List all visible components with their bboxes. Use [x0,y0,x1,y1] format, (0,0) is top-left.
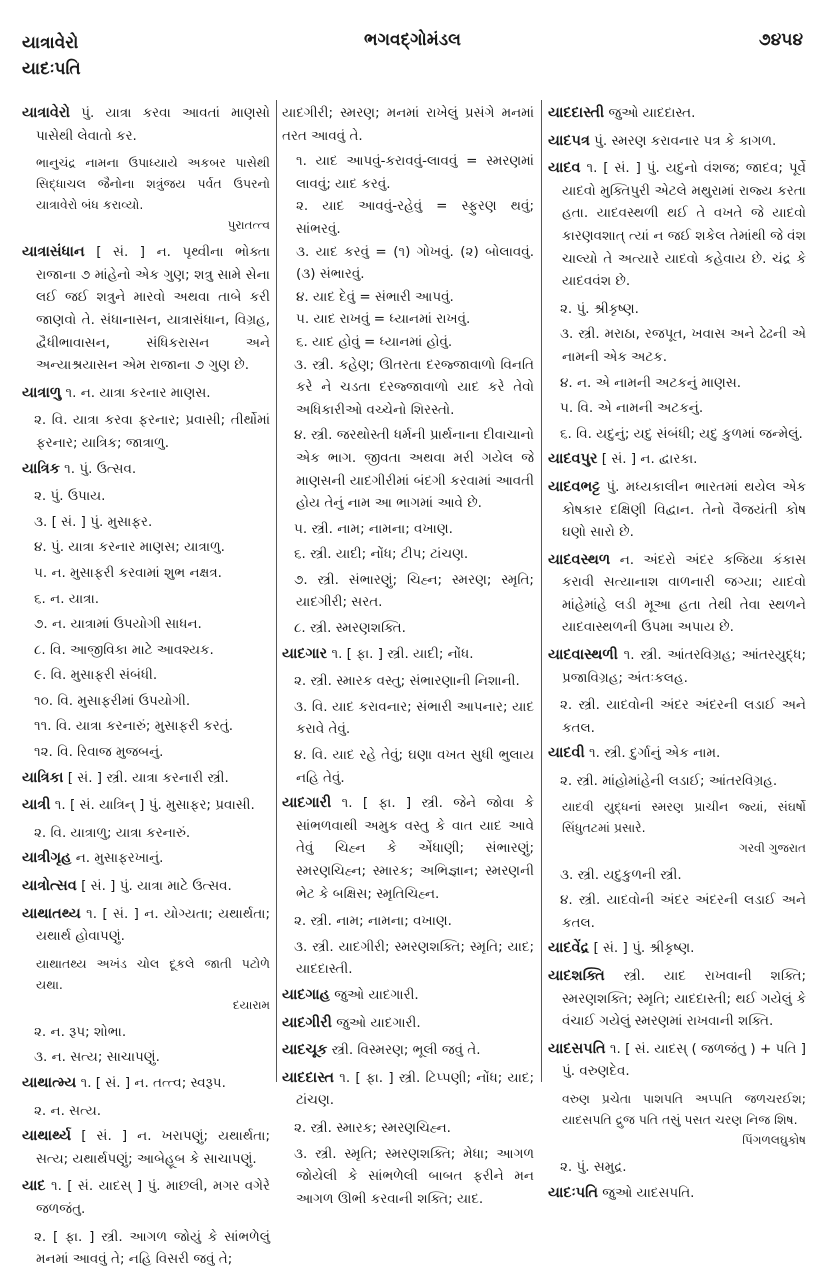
sense-line [548,323,806,368]
definition-text: ૩. વિ. યાદ કરાવનાર; સંભારી આપનાર; યાદ કરાવે તેવું. [294,698,534,738]
definition-text: ૧. [ ફા. ] સ્ત્રી. યાદી; નોંધ. [331,645,474,662]
sense-line [22,741,270,764]
dictionary-entry [548,937,806,960]
sense-line [548,1156,806,1179]
definition-text: ન. મુસાફરખાનું. [75,850,164,867]
definition-text: ૩. ન. સત્ય; સાચાપણું. [34,1049,160,1066]
definition-text: ૨. સ્ત્રી. યાદવોની અંદર અંદરની લડાઈ અને કતલ. [560,697,806,736]
definition-text: ૨. પું. સમુદ્ર. [560,1158,627,1175]
sense-line [282,696,534,741]
sense-line [282,670,534,693]
definition-text: યાદગીરી; સ્મરણ; મનમાં રાખેલું પ્રસંગે મનમાં તરત આવવું તે. [282,105,534,144]
definition-text: [ સં. ] ન. દ્વારકા. [601,451,698,468]
headword: યાદગાહ [282,986,330,1003]
definition-text: યાથાતથ્ય અખંડ ચોલ દૂકલે જાતી પટોળે યથા. [36,955,270,992]
dictionary-entry [282,643,534,666]
definition-text: પું. યાત્રા કરવા આવતાં માણસો પાસેથી લેવાતો કર. [36,105,270,144]
dictionary-entry [282,1012,534,1035]
dictionary-entry [548,102,806,125]
definition-text: ૧. [ સં. યાદસ્ ] પું. માછલી, મગર વગેરે જળજંતુ. [36,1178,270,1217]
headword: યાદપત્ર [548,132,590,149]
sense-line [548,298,806,321]
dictionary-entry [22,875,270,898]
headword: યાદચૂક [282,1042,328,1059]
definition-text: ૬. વિ. યદુનું; યદુ સંબંધી; યદુ કુળમાં જન્મેલું. [560,425,803,442]
definition-text: ૧૦. વિ. મુસાફરીમાં ઉપયોગી. [34,692,191,709]
dictionary-entry [22,458,270,481]
sense-line [282,195,534,240]
dictionary-entry [548,448,806,471]
sense-line [22,511,270,534]
headword: યાદસપતિ [548,1040,606,1057]
definition-text: ૮. સ્ત્રી. સ્મરણશક્તિ. [294,620,406,637]
headword: યાદગાર [282,645,328,662]
dictionary-entry [282,984,534,1007]
definition-text: ૧૨. વિ. રિવાજ મુજબનું. [34,744,164,761]
headword: યાદવી [548,745,585,762]
citation-source: પુરાતત્ત્વ [227,218,270,233]
sense-line [282,102,534,147]
definition-text: ૧. [ સં. યાદસ્ ( જળજંતુ ) + પતિ ] પું. વરુણદેવ. [562,1040,806,1080]
sense-line [22,715,270,738]
dictionary-entry [22,241,270,377]
sense-line [548,423,806,446]
definition-text: ૩. યાદ કરવું = (૧) ગોખવું. (૨) બોલાવવું. (૩) સંભારવું. [296,243,534,283]
dictionary-entry [548,157,806,293]
headword: યાદવેંદ્ર [548,940,590,957]
definition-text: ૧. [ સં. યાત્રિન્ ] પું. મુસાફર; પ્રવાસી. [54,797,255,814]
sense-line [22,1226,270,1271]
sense-line [282,1143,534,1211]
sense-line [282,150,534,195]
dictionary-entry [548,644,806,689]
column-divider [276,100,277,1082]
definition-text: [ સં. ] પું. શ્રીકૃષ્ણ. [593,940,695,957]
first-guide-word: યાત્રાવેરો [22,33,79,53]
definition-text: ભાનુચંદ્ર નામના ઉપાધ્યાયે અકબર પાસેથી સિદ્ધાચલ જૈનોના શત્રુંજય પર્વત ઉપરનો યાત્રાવેરો બંધ કરાવ્યો. [36,155,270,213]
last-guide-word: યાદઃપતિ [22,59,81,79]
headword: યાદવપુર [548,451,598,468]
dictionary-entry [548,1038,806,1083]
definition-text: [ સં. ] ન. ખરાપણું; યથાર્થતા; સત્ય; યથાર્થપણું; આબેહૂબ કે સાચાપણું. [36,1128,270,1167]
headword: યાત્રિક [22,460,60,477]
definition-text: [ સં. ] પું. યાત્રા માટે ઉત્સવ. [81,878,232,895]
definition-text: ૫. ન. મુસાફરી કરવામાં શુભ નક્ષત્ર. [34,564,222,581]
sense-line [282,744,534,789]
sense-line [548,694,806,739]
definition-text: ૪. સ્ત્રી. જરથોસ્તી ધર્મની પ્રાર્થનાના દીવાચાનો એક ભાગ. જીવતા અથવા મરી ગયેલ જે માણસની યાદગીરીમાં બંદગી કરવામાં આવતી હોય તેનું નામ આ ભાગમાં આવે છે. [294,427,534,512]
dictionary-entry [22,847,270,870]
definition-text: ૨. વિ. યાત્રાળુ; યાત્રા કરનારું. [34,824,191,841]
headword: યાત્રી [22,797,51,814]
column-2 [282,102,534,1213]
dictionary-entry [548,549,806,639]
definition-text: ૪. સ્ત્રી. યાદવોની અંદર અંદરની લડાઈ અને કતલ. [560,892,806,931]
citation-quote [548,1088,806,1151]
definition-text: ૧. [ ફા. ] સ્ત્રી. જેને જોવા કે સાંભળવાથી અમુક વસ્તુ કે વાત યાદ આવે તેવું ચિહ્ન કે એંધાણી; સંભારણું; સ્મરણચિહ્ન; સ્મારક; અભિજ્ઞાન; સ્મરણની ભેટ કે બક્ષિસ; સ્મૃતિચિહ્ન. [296,795,535,902]
definition-text: ૨. પું. ઉપાય. [34,488,106,505]
definition-text: યાદવી યુદ્ધનાં સ્મરણ પ્રાચીન જ્યાં, સંઘર્ષો સિંધુતટમાં પ્રસારે. [562,798,806,835]
definition-text: ન. અંદરો અંદર કજિયા કંકાસ કરાવી સત્યાનાશ વાળનારી જગ્યા; યાદવો માંહેમાંહે લડી મૂઆ હતા તેથી તેવા સ્થળને યાદવાસ્થળની ઉપમા અપાય છે. [562,551,807,636]
sense-line [282,331,534,354]
definition-text: ૧. સ્ત્રી. આંતરવિગ્રહ; આંતરયુદ્ધ; પ્રજાવિગ્રહ; અંતઃકલહ. [562,647,806,686]
headword: યાદવાસ્થળી [548,647,618,664]
column-3 [548,102,806,1209]
sense-line [548,770,806,793]
definition-text: ૪. વિ. યાદ રહે તેવું; ઘણા વખત સુધી ભુલાય નહિ તેવું. [294,747,534,786]
sense-line [22,588,270,611]
definition-text: ૩. સ્ત્રી. મરાઠા, રજપૂત, ખવાસ અને ઢેઢની એ નામની એક અટક. [560,326,806,365]
definition-text: ૨. ન. સત્ય. [34,1102,102,1119]
sense-line [282,424,534,514]
definition-text: ૭. ન. યાત્રામાં ઉપયોગી સાધન. [34,616,202,633]
definition-text: ૧. સ્ત્રી. દુર્ગાનું એક નામ. [589,745,721,762]
sense-line [22,822,270,845]
sense-line [22,664,270,687]
dictionary-entry [548,130,806,153]
dictionary-entry [548,1182,806,1205]
definition-text: સ્ત્રી. વિસ્મરણ; ભૂલી જવું તે. [331,1042,481,1059]
headword: યાત્રિકા [22,769,64,786]
column-1 [22,102,270,1274]
headword: યાત્રીગૃહ [22,850,72,867]
sense-line [282,936,534,981]
definition-text: ૧. [ ફા. ] સ્ત્રી. ટિપ્પણી; નોંધ; યાદ; ટાંચણ. [296,1069,534,1109]
definition-text: ૨. વિ. યાત્રા કરવા ફરનાર; પ્રવાસી; તીર્થોમાં ફરનાર; યાત્રિક; જાત્રાળુ. [34,412,270,451]
sense-line [22,1021,270,1044]
sense-line [282,354,534,422]
sense-line [282,617,534,640]
definition-text: ૫. વિ. એ નામની અટકનું. [560,400,704,417]
dictionary-entry [548,742,806,765]
dictionary-entry [22,1125,270,1170]
column-divider [541,100,542,1082]
definition-text: ૧. ન. યાત્રા કરનાર માણસ. [65,384,211,401]
definition-text: ૧. [ સં. ] ન. યોગ્યતા; યથાર્થતા; યથાર્થ હોવાપણું. [36,905,270,945]
headword: યાથાર્થ્ય [22,1128,72,1145]
definition-text: ૨. યાદ આવવું-રહેવું = સ્ફુરણ થવું; સાંભરવું. [296,198,534,237]
definition-text: ૬. યાદ હોવું = ધ્યાનમાં હોવું. [296,333,453,350]
sense-line [22,409,270,454]
definition-text: [ સં. ] ન. પૃથ્વીના ભોક્તા રાજાના ૭ માંહેનો એક ગુણ; શત્રુ સામે સેના લઈ જઈ શત્રુને મારવો અથવા તાબે કરી જાણવો તે. સંધાનાસન, યાત્રાસંધાન, વિગ્રહ, દ્વૈધીભાવાસન, સંધિકરાસન અને અન્યાશ્રયાસન એમ રાજાના ૭ ગુણ છે. [36,244,271,374]
definition-text: ૧૧. વિ. યાત્રા કરનારું; મુસાફરી કરતું. [34,718,234,735]
definition-text: જુઓ યાદગારી. [336,1014,421,1031]
sense-line [22,1100,270,1123]
headword: યાદશક્તિ [548,968,605,984]
sense-line [548,864,806,887]
sense-line [282,543,534,566]
definition-text: ૭. સ્ત્રી. સંભારણું; ચિહ્ન; સ્મરણ; સ્મૃતિ; યાદગીરી; સરત. [294,571,534,611]
definition-text: ૪. પું. યાત્રા કરનાર માણસ; યાત્રાળુ. [34,539,225,556]
definition-text: ૬. ન. યાત્રા. [34,590,100,607]
definition-text: ૪. ન. એ નામની અટકનું માણસ. [560,374,742,391]
definition-text: ૫. યાદ રાખવું = ધ્યાનમાં રાખવું. [296,311,471,328]
definition-text: ૧. [ સં. ] પું. યદુનો વંશજ; જાદવ; પૂર્વે યાદવો મુક્તિપુરી એટલે મથુરામાં રાજ્ય કરતા હતા. યાદવસ્થળી થઈ તે વખતે જે યાદવો કારણવશાત્ ત્યાં ન જઈ શકેલ તેમાંથી જે વંશ ચાલ્યો તે અત્યારે યાદવો કહેવાય છે. ચંદ્ર કે યાદવવંશ છે. [562,160,806,290]
definition-text: ૨. [ ફા. ] સ્ત્રી. આગળ જોયું કે સાંભળેલું મનમાં આવવું તે; નહિ વિસરી જવું તે; [34,1228,270,1268]
headword: યાદદાસ્ત [282,1069,334,1086]
headword: યાથાતથ્ય [22,905,81,922]
dictionary-entry [22,767,270,790]
definition-text: સ્ત્રી. યાદ રાખવાની શક્તિ; સ્મરણશક્તિ; સ્મૃતિ; યાદદાસ્તી; થઈ ગયેલું કે વંચાઈ ગયેલું સ્મરણમાં રાખવાની શક્તિ. [562,968,807,1030]
sense-line [282,910,534,933]
definition-text: ૩. [ સં. ] પું. મુસાફર. [34,513,153,530]
running-title: ભગવદ્ગોમંડલ [364,30,461,50]
headword: યાત્રાસંધાન [22,244,85,261]
dictionary-entry [22,1072,270,1095]
definition-text: ૨. સ્ત્રી. સ્મારક વસ્તુ; સંભારણાની નિશાની. [294,673,520,690]
definition-text: ૬. સ્ત્રી. યાદી; નોંધ; ટીપ; ટાંચણ. [294,546,469,563]
headword: યાથાત્મ્ય [22,1075,77,1091]
definition-text: ૯. વિ. મુસાફરી સંબંધી. [34,667,158,684]
sense-line [22,485,270,508]
headword: યાત્રોત્સવ [22,878,77,895]
headword: યાદગીરી [282,1014,332,1031]
dictionary-entry [22,903,270,948]
definition-text: ૮. વિ. આજીવિકા માટે આવશ્યક. [34,641,214,658]
headword: યાદ [22,1178,46,1195]
headword: યાત્રાળુ [22,384,62,401]
definition-text: ૩. સ્ત્રી. યદુકુળની સ્ત્રી. [560,866,682,883]
definition-text: જુઓ યાદસપતિ. [602,1184,695,1201]
sense-line [22,562,270,585]
sense-line [282,241,534,286]
headword: યાદવભટ્ટ [548,478,601,495]
sense-line [282,1117,534,1140]
dictionary-entry [282,1067,534,1112]
dictionary-entry [22,794,270,817]
dictionary-entry [22,382,270,405]
definition-text: ૧. યાદ આપવું-કરાવવું-લાવવું = સ્મરણમાં લાવવું; યાદ કરવું. [296,153,534,192]
sense-line [282,286,534,309]
definition-text: જુઓ યાદગારી. [334,986,419,1003]
citation-source: ગરવી ગુજરાત [739,840,806,855]
dictionary-entry [548,965,806,1033]
headword: યાદવ [548,160,581,177]
citation-quote [22,152,270,236]
dictionary-entry [282,792,534,905]
definition-text: ૪. યાદ દેવું = સંભારી આપવું. [296,288,454,305]
definition-text: ૩. સ્ત્રી. સ્મૃતિ; સ્મરણશક્તિ; મેધા; આગળ જોયેલી કે સાંભળેલી બાબત ફરીને મન આગળ ઊભી કરવાની શક્તિ; યાદ. [294,1145,534,1207]
sense-line [22,536,270,559]
headword: યાત્રાવેરો [22,105,71,121]
dictionary-entry [548,476,806,544]
definition-text: પું. મધ્યકાલીન ભારતમાં થયેલ એક કોષકાર દક્ષિણી વિદ્વાન. તેનો વૈજયંતી કોષ ઘણો સારો છે. [562,478,806,541]
citation-source: દયારામ [232,997,270,1012]
headword: યાદવસ્થળ [548,551,611,568]
citation-quote [548,796,806,859]
headword: યાદઃપતિ [548,1184,598,1201]
definition-text: ૩. સ્ત્રી. યાદગીરી; સ્મરણશક્તિ; સ્મૃતિ; યાદ; યાદદાસ્તી. [294,938,534,978]
definition-text: ૨. ન. રૂપ; શોભા. [34,1023,127,1040]
definition-text: ૨. સ્ત્રી. માંહોમાંહેની લડાઈ; આંતરવિગ્રહ. [560,773,778,790]
citation-quote [22,953,270,1016]
headword: યાદગારી [282,795,332,812]
definition-text: [ સં. ] સ્ત્રી. યાત્રા કરનારી સ્ત્રી. [67,769,229,786]
sense-line [22,690,270,713]
definition-text: પું. સ્મરણ કરાવનાર પત્ર કે કાગળ. [594,132,777,149]
sense-line [548,397,806,420]
headword: યાદદાસ્તી [548,105,605,121]
definition-text: ૫. સ્ત્રી. નામ; નામના; વખાણ. [294,520,453,537]
definition-text: ૩. સ્ત્રી. કહેણ; ઊતરતા દરજ્જાવાળો વિનતિ કરે ને ચડતા દરજ્જાવાળો યાદ કરે તેવો અધિકારીઓ વચ્ચેનો શિરસ્તો. [294,356,534,418]
citation-source: પિંગળલઘુકોષ [742,1132,806,1147]
definition-text: ૨. સ્ત્રી. સ્મારક; સ્મરણચિહ્ન. [294,1119,451,1136]
sense-line [282,308,534,331]
sense-line [282,518,534,541]
sense-line [548,889,806,934]
sense-line [548,372,806,395]
definition-text: જુઓ યાદદાસ્ત. [608,105,696,121]
sense-line [22,1046,270,1069]
definition-text: ૧. [ સં. ] ન. તત્ત્વ; સ્વરૂપ. [80,1075,226,1091]
dictionary-entry [282,1039,534,1062]
definition-text: ૨. સ્ત્રી. નામ; નામના; વખાણ. [294,913,452,930]
dictionary-entry [22,1175,270,1220]
sense-line [22,639,270,662]
page-number: ૭૪૫૪ [758,30,803,50]
sense-line [22,613,270,636]
definition-text: વરુણ પ્રચેતા પાશપતિ અપ્પતિ જળચરઈશ; યાદસપતિ દ્રુજ પતિ તસું પસત ચરણ નિજ શિષ. [562,1090,806,1127]
sense-line [282,569,534,614]
definition-text: ૨. પું. શ્રીકૃષ્ણ. [560,300,639,317]
dictionary-entry [22,102,270,147]
definition-text: ૧. પું. ઉત્સવ. [64,460,137,477]
